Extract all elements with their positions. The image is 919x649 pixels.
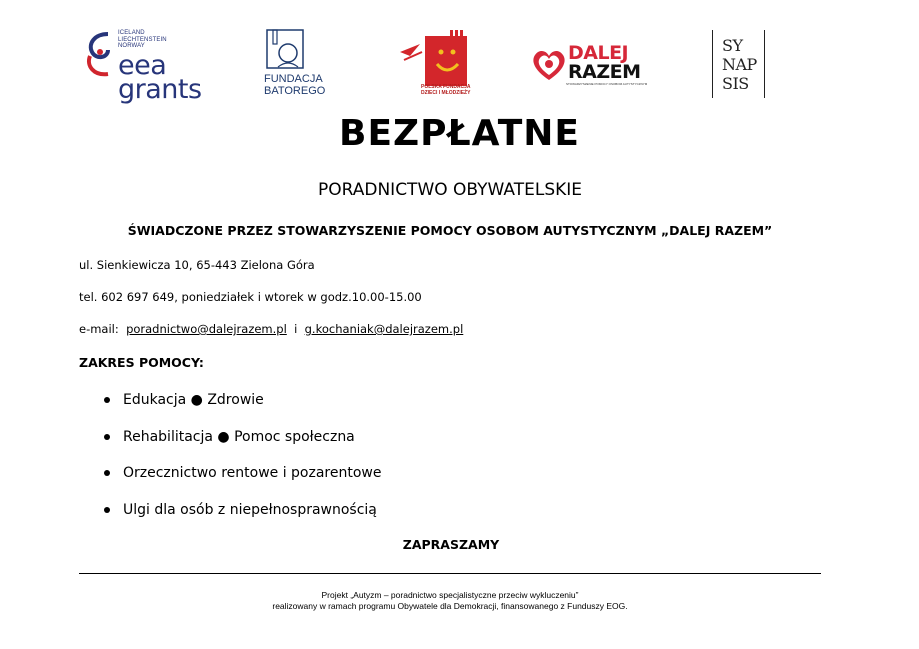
email-label: e-mail: [79,322,119,336]
batory-emblem-icon [266,29,306,71]
eea-mark-icon [84,30,114,78]
eea-countries [118,30,167,50]
pfdm-emblem-icon [398,30,480,86]
eea-country: ICELAND [118,30,145,36]
dalej-razem-tagline: STOWARZYSZENIE POMOCY OSOBOM AUTYSTYCZNYM [566,82,648,86]
bullet-icon [104,434,110,440]
email-link-kochaniak[interactable]: g.kochaniak@dalejrazem.pl [304,322,464,336]
synapsis-left-rule [712,30,713,98]
email-separator: i [294,322,298,336]
footer [0,590,900,612]
footer-line: realizowany w ramach programu Obywatele dla Demokracji, finansowanego z Funduszy EOG. [272,601,628,611]
list-item [104,427,381,464]
synapsis-line: SY [722,36,743,55]
batory-line: FUNDACJA [264,73,323,85]
logo-bar [0,0,919,110]
eea-word: eea [118,50,167,81]
bullet-icon [104,507,110,513]
invite-text: ZAPRASZAMY [402,537,500,552]
list-item-label: Edukacja ● Zdrowie [123,392,264,408]
synapsis-name [722,36,757,93]
synapsis-line: SIS [722,74,749,93]
pfdm-line: DZIECI I MŁODZIEŻY [421,89,471,96]
flyer-title: BEZPŁATNE [339,113,580,154]
pfdm-caption [421,85,471,96]
grants-word: grants [118,74,202,105]
synapsis-line: NAP [722,55,757,74]
list-item [104,500,381,537]
bullet-icon [104,397,110,403]
list-item-label: Ulgi dla osób z niepełnosprawnością [123,501,377,518]
list-item [104,390,381,427]
synapsis-logo [712,30,768,100]
footer-divider [79,573,821,574]
email-line [79,322,463,336]
heart-icon [530,46,568,84]
synapsis-right-rule [764,30,765,98]
list-item-label: Rehabilitacja ● Pomoc społeczna [123,428,355,445]
email-link-poradnictwo[interactable]: poradnictwo@dalejrazem.pl [126,322,287,336]
footer-line: Projekt „Autyzm – poradnictwo specjalistyczne przeciw wykluczeniu” [321,590,579,600]
pfdm-logo [398,30,480,98]
dalej-razem-logo [530,42,648,90]
scope-list [104,390,381,536]
eea-country: LIECHTENSTEIN [118,36,167,43]
address-line: ul. Sienkiewicza 10, 65-443 Zielona Góra [79,258,315,272]
razem-word: RAZEM [568,61,641,83]
list-item [104,463,381,500]
scope-heading: ZAKRES POMOCY: [79,355,204,370]
pfdm-line: POLSKA FUNDACJA [421,84,471,90]
batory-name [264,73,325,97]
batory-line: BATOREGO [264,85,326,97]
eea-country: NORWAY [118,43,145,49]
eea-grants-logo [84,28,204,104]
list-item-label: Orzecznictwo rentowe i pozarentowe [123,465,382,481]
phone-line: tel. 602 697 649, poniedziałek i wtorek w godz.10.00-15.00 [79,290,422,304]
dalej-word: DALEJ [568,42,629,64]
provider-line: ŚWIADCZONE PRZEZ STOWARZYSZENIE POMOCY OSOBOM AUTYSTYCZNYM „DALEJ RAZEM” [127,223,773,238]
flyer-subtitle: PORADNICTWO OBYWATELSKIE [317,180,583,200]
fundacja-batorego-logo [264,29,334,99]
bullet-icon [104,470,110,476]
